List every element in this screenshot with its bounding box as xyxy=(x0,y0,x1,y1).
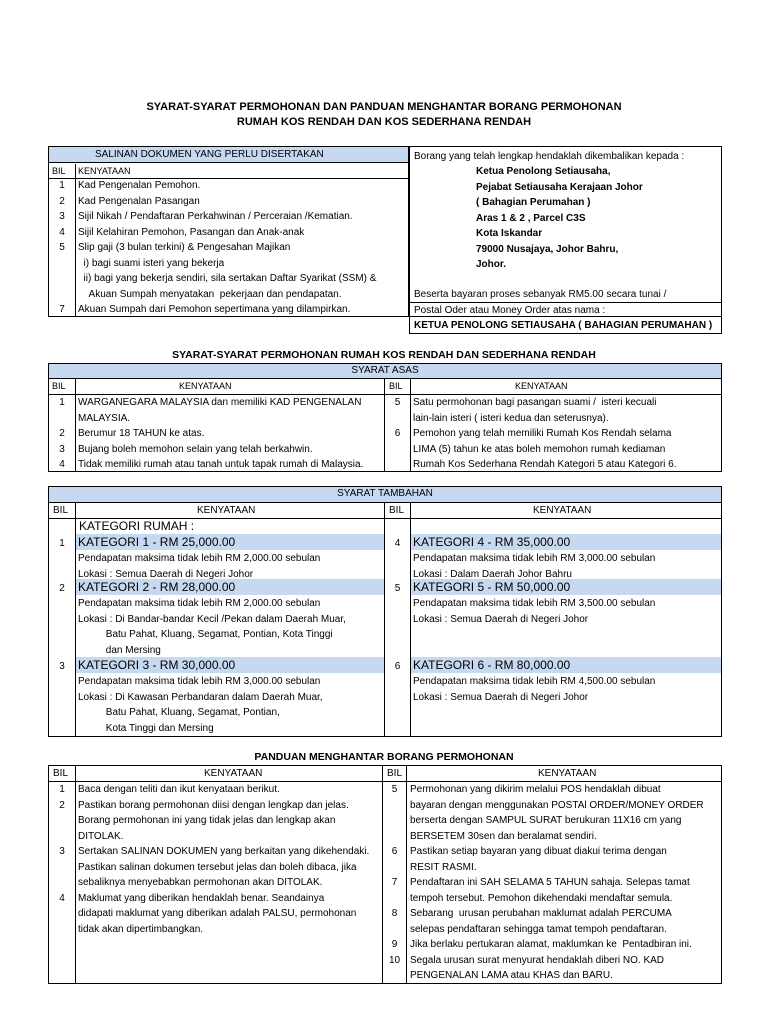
row-text: Akuan Sumpah menyatakan pekerjaan dan pendapatan. xyxy=(78,288,342,300)
address-line: Pejabat Setiausaha Kerajaan Johor xyxy=(476,181,643,193)
kategori-title: KATEGORI 1 - RM 25,000.00 xyxy=(76,534,384,550)
address-line: Kota Iskandar xyxy=(476,228,543,239)
row-text: Pendaftaran ini SAH SELAMA 5 TAHUN sahaja. Selepas tamat xyxy=(410,877,690,888)
kategori-detail: Pendapatan maksima tidak lebih RM 3,000.00 sebulan xyxy=(413,553,656,564)
document-title-line-1: SYARAT-SYARAT PERMOHONAN DAN PANDUAN MENGHANTAR BORANG PERMOHONAN xyxy=(146,101,622,113)
row-number: 9 xyxy=(391,939,398,950)
kategori-number: 3 xyxy=(59,661,65,672)
kategori-title: KATEGORI 5 - RM 50,000.00 xyxy=(411,579,721,595)
kategori-title: KATEGORI 2 - RM 28,000.00 xyxy=(76,579,384,595)
row-number: 8 xyxy=(391,908,398,919)
address-line: Ketua Penolong Setiausaha, xyxy=(476,166,611,177)
row-number: 1 xyxy=(59,397,65,408)
asas-col-bil-left: BIL xyxy=(52,381,66,391)
syarat-asas-table xyxy=(48,363,722,472)
kategori-rumah-label: KATEGORI RUMAH : xyxy=(79,519,195,533)
row-number: 3 xyxy=(59,846,65,857)
kategori-detail: Pendapatan maksima tidak lebih RM 4,500.00 sebulan xyxy=(413,676,656,687)
syarat-title: SYARAT-SYARAT PERMOHONAN RUMAH KOS RENDAH DAN SEDERHANA RENDAH xyxy=(172,349,596,361)
row-number: 4 xyxy=(59,892,65,904)
salinan-col-header xyxy=(49,164,408,179)
row-text: Pastikan salinan dokumen tersebut jelas dan boleh dibaca, jika xyxy=(78,861,357,873)
row-text: WARGANEGARA MALAYSIA dan memiliki KAD PENGENALAN xyxy=(78,397,362,408)
kategori-detail: Pendapatan maksima tidak lebih RM 3,500.00 sebulan xyxy=(413,598,656,609)
syarat-asas-col-header xyxy=(49,379,721,395)
panduan-table xyxy=(48,765,722,984)
kategori-title: KATEGORI 6 - RM 80,000.00 xyxy=(411,657,721,673)
kategori-detail: Batu Pahat, Kluang, Segamat, Pontian, Kota Tinggi xyxy=(78,629,333,640)
asas-divider-3 xyxy=(410,379,411,471)
panduan-title: PANDUAN MENGHANTAR BORANG PERMOHONAN xyxy=(254,751,514,763)
kategori-number: 6 xyxy=(394,661,401,672)
asas-divider-2 xyxy=(384,379,385,471)
row-number: 2 xyxy=(59,799,65,811)
salinan-col-kenyataan: KENYATAAN xyxy=(78,166,131,176)
bayaran-line-2: Postal Oder atau Money Order atas nama : xyxy=(414,305,606,316)
salinan-header: SALINAN DOKUMEN YANG PERLU DISERTAKAN xyxy=(49,147,408,163)
row-number: 6 xyxy=(391,846,398,857)
kategori-detail: Lokasi : Di Bandar-bandar Kecil /Pekan dalam Daerah Muar, xyxy=(78,613,346,625)
row-number: 7 xyxy=(59,304,65,315)
row-number: 1 xyxy=(59,180,65,191)
panduan-col-bil-left: BIL xyxy=(53,768,69,779)
panduan-col-bil-right: BIL xyxy=(387,768,403,779)
syarat-tambahan-header: SYARAT TAMBAHAN xyxy=(49,487,721,503)
address-line: Johor. xyxy=(476,259,507,270)
kategori-detail: Batu Pahat, Kluang, Segamat, Pontian, xyxy=(78,707,280,718)
row-text: Tidak memiliki rumah atau tanah untuk tapak rumah di Malaysia. xyxy=(78,459,364,470)
payee-name: KETUA PENOLONG SETIAUSAHA ( BAHAGIAN PERUMAHAN ) xyxy=(414,320,713,331)
document-title-line-2: RUMAH KOS RENDAH DAN KOS SEDERHANA RENDAH xyxy=(236,116,532,128)
row-number: 5 xyxy=(59,242,65,253)
kategori-detail: Pendapatan maksima tidak lebih RM 3,000.00 sebulan xyxy=(78,676,321,687)
row-number: 4 xyxy=(59,226,65,238)
row-number: 5 xyxy=(391,784,398,795)
row-text: selepas pendaftaran sehingga tamat tempoh pendaftaran. xyxy=(410,923,667,935)
row-text: Satu permohonan bagi pasangan suami / isteri kecuali xyxy=(413,397,657,408)
tambahan-col-header xyxy=(49,503,721,519)
row-text: Kad Pengenalan Pemohon. xyxy=(78,180,201,191)
row-text: tempoh tersebut. Pemohon dikehendaki mendaftar semula. xyxy=(410,892,673,904)
row-text: Pemohon yang telah memiliki Rumah Kos Rendah selama xyxy=(413,428,672,439)
kategori-detail: Kota Tinggi dan Mersing xyxy=(78,722,214,734)
address-line: ( Bahagian Perumahan ) xyxy=(476,197,591,208)
tambahan-col-bil-right: BIL xyxy=(389,505,405,516)
tambahan-col-kenyataan-left: KENYATAAN xyxy=(197,505,256,516)
panduan-divider-3 xyxy=(406,766,407,983)
kategori-number: 2 xyxy=(59,583,65,594)
asas-col-bil-right: BIL xyxy=(389,381,403,391)
row-text: Sebarang urusan perubahan maklumat adalah PERCUMA xyxy=(410,908,672,919)
kategori-detail: Lokasi : Semua Daerah di Negeri Johor xyxy=(78,568,254,580)
panduan-col-kenyataan-right: KENYATAAN xyxy=(538,768,597,779)
kembali-intro: Borang yang telah lengkap hendaklah dikembalikan kepada : xyxy=(414,151,685,162)
row-text: lain-lain isteri ( isteri kedua dan seterusnya). xyxy=(413,412,609,424)
panduan-col-kenyataan-left: KENYATAAN xyxy=(204,768,263,779)
address-line: 79000 Nusajaya, Johor Bahru, xyxy=(476,243,619,255)
kategori-title: KATEGORI 4 - RM 35,000.00 xyxy=(411,534,721,550)
row-text: LIMA (5) tahun ke atas boleh memohon rumah kediaman xyxy=(413,443,666,455)
salinan-col-bil: BIL xyxy=(52,166,66,176)
row-text: Rumah Kos Sederhana Rendah Kategori 5 atau Kategori 6. xyxy=(413,459,677,470)
salinan-dokumen-table xyxy=(48,146,409,317)
row-text: Pastikan borang permohonan diisi dengan lengkap dan jelas. xyxy=(78,799,349,811)
row-text: Slip gaji (3 bulan terkini) & Pengesahan Majikan xyxy=(78,242,291,253)
kategori-detail: dan Mersing xyxy=(78,644,161,656)
row-number: 6 xyxy=(394,428,401,439)
bayaran-line-1: Beserta bayaran proses sebanyak RM5.00 secara tunai / xyxy=(414,289,667,300)
syarat-asas-header: SYARAT ASAS xyxy=(49,364,721,379)
asas-col-kenyataan-left: KENYATAAN xyxy=(179,381,232,391)
row-text: sebaliknya menyebabkan permohonan akan DITOLAK. xyxy=(78,877,323,888)
row-text: ii) bagi yang bekerja sendiri, sila sertakan Daftar Syarikat (SSM) & xyxy=(78,273,377,284)
row-number: 4 xyxy=(59,459,65,470)
row-number: 5 xyxy=(394,397,401,408)
row-text: Sertakan SALINAN DOKUMEN yang berkaitan yang dikehendaki. xyxy=(78,846,370,857)
row-text: Sijil Kelahiran Pemohon, Pasangan dan Anak-anak xyxy=(78,226,305,238)
row-text: Maklumat yang diberikan hendaklah benar. Seandainya xyxy=(78,892,325,904)
row-text: Baca dengan teliti dan ikut kenyataan berikut. xyxy=(78,784,280,795)
row-text: Sijil Nikah / Pendaftaran Perkahwinan / Perceraian /Kematian. xyxy=(78,211,353,222)
row-number: 10 xyxy=(388,954,401,966)
kategori-number: 4 xyxy=(394,538,401,549)
row-number: 1 xyxy=(59,784,65,795)
row-text: RESIT RASMI. xyxy=(410,861,477,873)
asas-divider-1 xyxy=(75,379,76,471)
tambahan-col-bil-left: BIL xyxy=(53,505,69,516)
row-text: Permohonan yang dikirim melalui POS hendaklah dibuat xyxy=(410,784,661,795)
row-text: Berumur 18 TAHUN ke atas. xyxy=(78,428,205,439)
kembali-box xyxy=(409,146,722,317)
row-text: Jika berlaku pertukaran alamat, maklumkan ke Pentadbiran ini. xyxy=(410,939,692,950)
row-text: Kad Pengenalan Pasangan xyxy=(78,195,200,207)
panduan-col-header xyxy=(49,766,721,782)
row-text: Borang permohonan ini yang tidak jelas dan lengkap akan xyxy=(78,815,336,826)
kategori-title: KATEGORI 3 - RM 30,000.00 xyxy=(76,657,384,673)
row-text: DITOLAK. xyxy=(78,830,124,842)
kategori-number: 5 xyxy=(394,583,401,594)
asas-col-kenyataan-right: KENYATAAN xyxy=(515,381,568,391)
row-number: 2 xyxy=(59,428,65,439)
row-text: tidak akan dipertimbangkan. xyxy=(78,923,204,935)
panduan-divider-1 xyxy=(75,766,76,983)
row-text: MALAYSIA. xyxy=(78,412,131,424)
row-text: berserta dengan SAMPUL SURAT berukuran 11X16 cm yang xyxy=(410,815,682,826)
row-number: 2 xyxy=(59,195,65,207)
salinan-divider xyxy=(75,164,76,316)
row-number: 7 xyxy=(391,877,398,888)
tambahan-col-kenyataan-right: KENYATAAN xyxy=(533,505,592,516)
row-number: 3 xyxy=(59,443,65,455)
kategori-number: 1 xyxy=(59,538,65,549)
payee-box xyxy=(409,316,722,334)
row-text: Akuan Sumpah dari Pemohon sepertimana yang dilampirkan. xyxy=(78,304,351,315)
kategori-detail: Lokasi : Di Kawasan Perbandaran dalam Daerah Muar, xyxy=(78,691,323,703)
kategori-detail: Lokasi : Semua Daerah di Negeri Johor xyxy=(413,691,589,703)
kategori-detail: Pendapatan maksima tidak lebih RM 2,000.00 sebulan xyxy=(78,553,321,564)
row-text: bayaran dengan menggunakan POSTAl ORDER/MONEY ORDER xyxy=(410,799,704,811)
row-text: Pastikan setiap bayaran yang dibuat diakui terima dengan xyxy=(410,846,667,857)
row-number: 3 xyxy=(59,211,65,222)
row-text: BERSETEM 30sen dan beralamat sendiri. xyxy=(410,830,597,842)
row-text: Bujang boleh memohon selain yang telah berkahwin. xyxy=(78,443,313,455)
row-text: didapati maklumat yang diberikan adalah PALSU, permohonan xyxy=(78,908,357,919)
address-line: Aras 1 & 2 , Parcel C3S xyxy=(476,212,586,224)
kategori-detail: Lokasi : Dalam Daerah Johor Bahru xyxy=(413,568,572,580)
syarat-tambahan-table xyxy=(48,486,722,737)
kategori-detail: Pendapatan maksima tidak lebih RM 2,000.00 sebulan xyxy=(78,598,321,609)
kategori-detail: Lokasi : Semua Daerah di Negeri Johor xyxy=(413,613,589,625)
row-text: PENGENALAN LAMA atau KHAS dan BARU. xyxy=(410,970,613,981)
row-text: i) bagi suami isteri yang bekerja xyxy=(78,257,225,269)
row-text: Segala urusan surat menyurat hendaklah diberi NO. KAD xyxy=(410,954,665,966)
